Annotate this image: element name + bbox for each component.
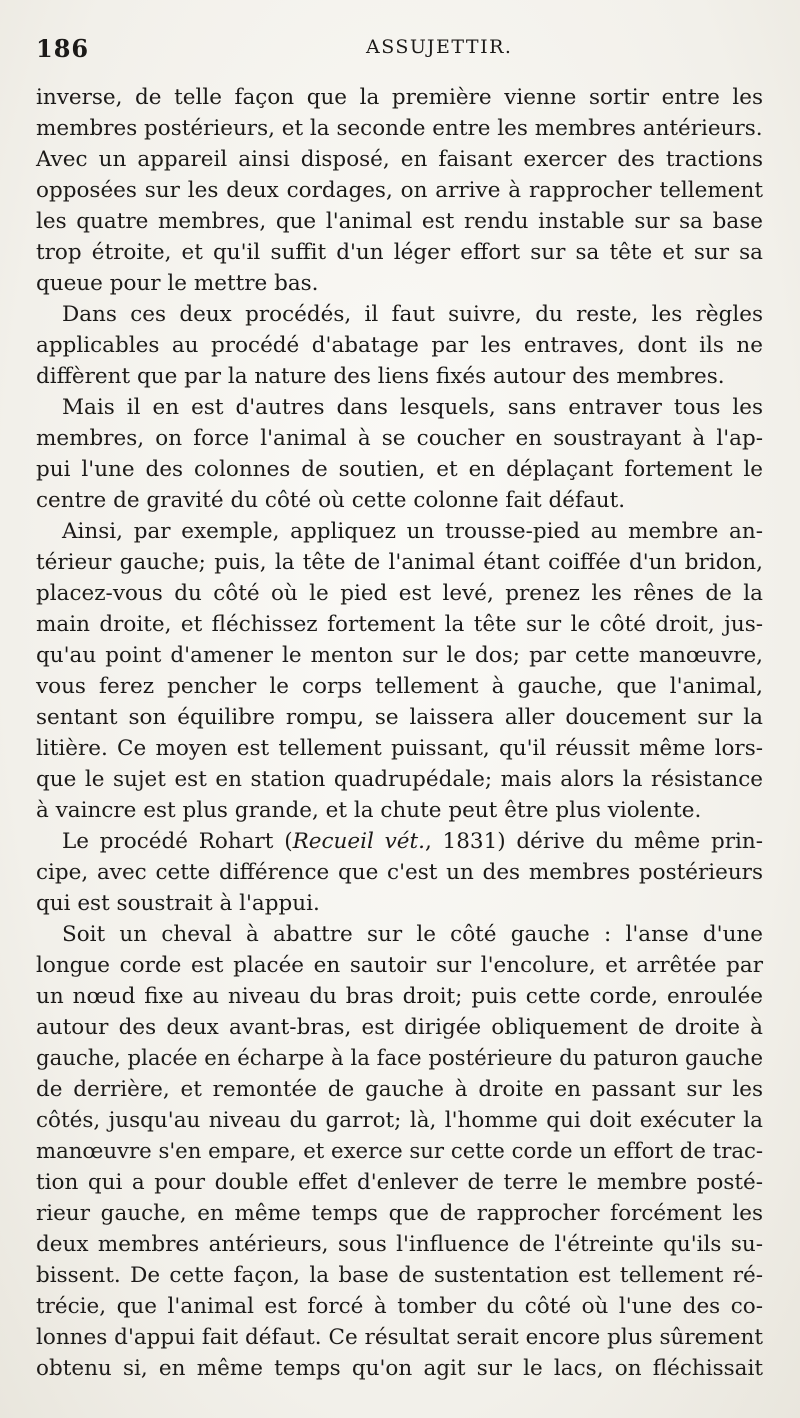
- text-line-content: litière. Ce moyen est tellement puissant, qu'il réussit même lors-: [36, 736, 763, 761]
- text-line: [36, 237, 763, 268]
- text-line-content: applicables au procédé d'abatage par les entraves, dont ils ne: [36, 333, 763, 358]
- text-line-content: membres postérieurs, et la seconde entre les membres antérieurs.: [36, 116, 763, 141]
- text-line-content: diffèrent que par la nature des liens fixés autour des membres.: [36, 364, 725, 389]
- text-line: [36, 454, 763, 485]
- text-line: [36, 795, 763, 826]
- running-head: ASSUJETTIR.: [366, 36, 513, 58]
- text-line: [36, 919, 763, 950]
- text-line-content: les quatre membres, que l'animal est rendu instable sur sa base: [36, 209, 763, 234]
- text-line-content: opposées sur les deux cordages, on arrive à rapprocher tellement: [36, 178, 763, 203]
- text-line-content: trop étroite, et qu'il suffit d'un léger effort sur sa tête et sur sa: [36, 240, 763, 265]
- text-line-content: main droite, et fléchissez fortement la tête sur le côté droit, jus-: [36, 612, 763, 637]
- text-line-content: Ainsi, par exemple, appliquez un trousse-pied au membre an-: [62, 519, 763, 544]
- text-line: [36, 1353, 763, 1384]
- text-line-content: Soit un cheval à abattre sur le côté gauche : l'anse d'une: [62, 922, 763, 947]
- text-line-content: trécie, que l'animal est forcé à tomber du côté où l'une des co-: [36, 1294, 763, 1319]
- text-line-content: queue pour le mettre bas.: [36, 271, 319, 296]
- text-line-content: longue corde est placée en sautoir sur l'encolure, et arrêtée par: [36, 953, 763, 978]
- text-line-content: qu'au point d'amener le menton sur le dos; par cette manœuvre,: [36, 643, 763, 668]
- text-line: [36, 547, 763, 578]
- text-line: [36, 826, 763, 857]
- text-line: [36, 82, 763, 113]
- text-line: [36, 1198, 763, 1229]
- text-line-content: membres, on force l'animal à se coucher en soustrayant à l'ap-: [36, 426, 763, 451]
- text-line-content: qui est soustrait à l'appui.: [36, 891, 320, 916]
- page-header: [36, 34, 766, 68]
- text-line: [36, 485, 763, 516]
- text-line-content: térieur gauche; puis, la tête de l'animal étant coiffée d'un bridon,: [36, 550, 763, 575]
- text-line: [36, 733, 763, 764]
- text-line-content: centre de gravité du côté où cette colonne fait défaut.: [36, 488, 626, 513]
- text-line-content: Dans ces deux procédés, il faut suivre, du reste, les règles: [62, 302, 763, 327]
- text-line-content: Le procédé Rohart (: [62, 829, 293, 854]
- text-line: [36, 764, 763, 795]
- text-line-content: côtés, jusqu'au niveau du garrot; là, l'homme qui doit exécuter la: [36, 1108, 763, 1133]
- text-line: [36, 640, 763, 671]
- text-line: [36, 299, 763, 330]
- text-line: [36, 1260, 763, 1291]
- text-line-continuation: , 1831) dérive du même prin-: [424, 829, 763, 854]
- text-line: [36, 857, 763, 888]
- text-line: [36, 175, 763, 206]
- text-line-content: pui l'une des colonnes de soutien, et en déplaçant fortement le: [36, 457, 763, 482]
- italic-citation: Recueil vét.: [292, 829, 425, 854]
- text-line: [36, 1229, 763, 1260]
- text-line: [36, 609, 763, 640]
- text-line: [36, 888, 763, 919]
- text-line: [36, 423, 763, 454]
- text-line: [36, 1043, 763, 1074]
- text-line-content: Mais il en est d'autres dans lesquels, sans entraver tous les: [62, 395, 763, 420]
- text-line: [36, 981, 763, 1012]
- text-line: [36, 702, 763, 733]
- text-line: [36, 361, 763, 392]
- text-line-content: bissent. De cette façon, la base de sustentation est tellement ré-: [36, 1263, 763, 1288]
- text-line-content: manœuvre s'en empare, et exerce sur cette corde un effort de trac-: [36, 1139, 763, 1164]
- text-line-content: sentant son équilibre rompu, se laissera aller doucement sur la: [36, 705, 763, 730]
- text-line-content: vous ferez pencher le corps tellement à gauche, que l'animal,: [36, 674, 763, 699]
- text-line-content: obtenu si, en même temps qu'on agit sur le lacs, on fléchissait: [36, 1356, 763, 1381]
- text-line: [36, 578, 763, 609]
- text-line-content: inverse, de telle façon que la première vienne sortir entre les: [36, 85, 763, 110]
- text-line: [36, 1074, 763, 1105]
- text-line-content: cipe, avec cette différence que c'est un des membres postérieurs: [36, 860, 763, 885]
- text-line: [36, 144, 763, 175]
- page-number: 186: [36, 34, 90, 63]
- text-line-content: Avec un appareil ainsi disposé, en faisant exercer des tractions: [36, 147, 763, 172]
- text-line-content: gauche, placée en écharpe à la face postérieure du paturon gauche: [36, 1046, 763, 1071]
- text-line: [36, 330, 763, 361]
- text-line-content: rieur gauche, en même temps que de rapprocher forcément les: [36, 1201, 763, 1226]
- text-line: [36, 1136, 763, 1167]
- text-line-content: à vaincre est plus grande, et la chute peut être plus violente.: [36, 798, 702, 823]
- text-line-content: que le sujet est en station quadrupédale; mais alors la résistance: [36, 767, 763, 792]
- text-line-content: tion qui a pour double effet d'enlever de terre le membre posté-: [36, 1170, 763, 1195]
- text-line: [36, 268, 763, 299]
- text-line-content: un nœud fixe au niveau du bras droit; puis cette corde, enroulée: [36, 984, 763, 1009]
- text-line-content: de derrière, et remontée de gauche à droite en passant sur les: [36, 1077, 763, 1102]
- text-line-content: placez-vous du côté où le pied est levé, prenez les rênes de la: [36, 581, 763, 606]
- text-line: [36, 1105, 763, 1136]
- text-line: [36, 1291, 763, 1322]
- text-line: [36, 950, 763, 981]
- text-line: [36, 1322, 763, 1353]
- text-line: [36, 671, 763, 702]
- text-line: [36, 1012, 763, 1043]
- text-line: [36, 113, 763, 144]
- text-line-content: autour des deux avant-bras, est dirigée obliquement de droite à: [36, 1015, 763, 1040]
- text-line-content: deux membres antérieurs, sous l'influence de l'étreinte qu'ils su-: [36, 1232, 763, 1257]
- text-line-content: lonnes d'appui fait défaut. Ce résultat serait encore plus sûrement: [36, 1325, 763, 1350]
- text-line: [36, 392, 763, 423]
- body-text: [36, 82, 763, 1384]
- text-line: [36, 1167, 763, 1198]
- text-line: [36, 516, 763, 547]
- text-line: [36, 206, 763, 237]
